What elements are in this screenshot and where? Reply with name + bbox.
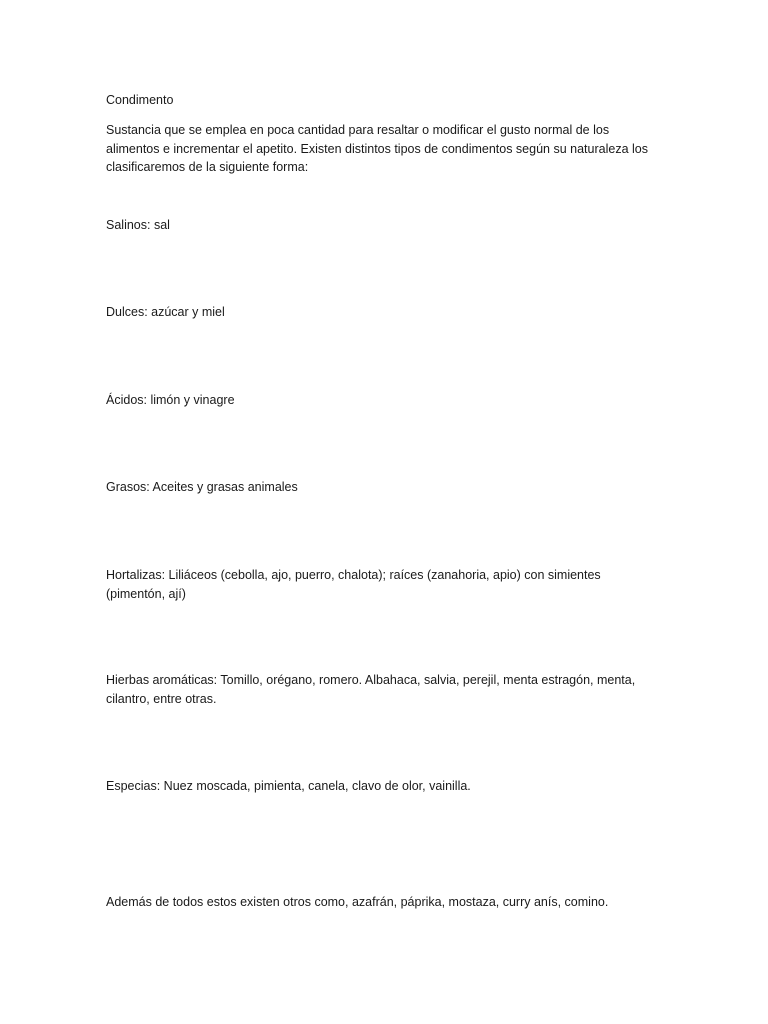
item-hortalizas: Hortalizas: Liliáceos (cebolla, ajo, puerro, chalota); raíces (zanahoria, apio) con simientes (pimentón, ají): [106, 568, 601, 601]
document-title: Condimento: [106, 93, 174, 107]
item-grasos: Grasos: Aceites y grasas animales: [106, 480, 298, 494]
intro-paragraph: Sustancia que se emplea en poca cantidad para resaltar o modificar el gusto normal de los alimentos e incrementar el apetito. Existen distintos tipos de condimentos según su naturaleza los clasificaremos de la siguiente forma:: [106, 123, 648, 174]
item-salinos: Salinos: sal: [106, 218, 170, 232]
item-acidos: Ácidos: limón y vinagre: [106, 393, 235, 407]
closing-paragraph: Además de todos estos existen otros como, azafrán, páprika, mostaza, curry anís, comino.: [106, 895, 609, 909]
item-hierbas-aromaticas: Hierbas aromáticas: Tomillo, orégano, romero. Albahaca, salvia, perejil, menta estragón, menta, cilantro, entre otras.: [106, 673, 636, 706]
item-dulces: Dulces: azúcar y miel: [106, 305, 225, 319]
item-especias: Especias: Nuez moscada, pimienta, canela, clavo de olor, vainilla.: [106, 779, 471, 793]
